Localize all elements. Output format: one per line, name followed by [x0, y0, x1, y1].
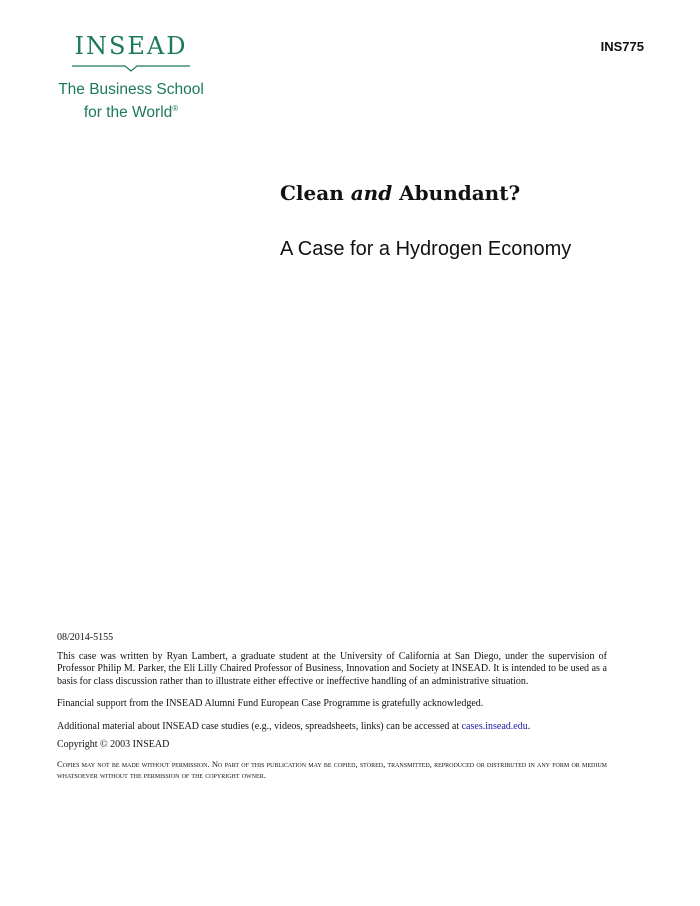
logo-chevron-line: [72, 64, 190, 72]
logo-wordmark: INSEAD: [74, 32, 188, 60]
case-subtitle: A Case for a Hydrogen Economy: [280, 238, 572, 260]
copies-notice: Copies may not be made without permission. No part of this publication may be copied, stored, transmitted, reproduced or distributed in any form or medium whatsoever without the permission of the copyright owner.: [57, 758, 607, 780]
copyright-line: Copyright © 2003 INSEAD: [57, 739, 170, 750]
authorship-note: This case was written by Ryan Lambert, a graduate student at the University of California at San Diego, under the supervision of Professor Philip M. Parker, the Eli Lilly Chaired Professor of Business, Innovation and Society at INSEAD. It is intended to be used as a basis for class discussion rather than to illustrate either effective or ineffective handling of an administrative situation.: [57, 650, 607, 687]
title-emphasis: and: [350, 181, 393, 205]
financial-support-note: Financial support from the INSEAD Alumni Fund European Case Programme is gratefully acknowledged.: [57, 698, 484, 709]
reference-number: 08/2014-5155: [57, 632, 114, 643]
logo-tagline: [56, 80, 206, 122]
additional-material-note: Additional material about INSEAD case studies (e.g., videos, spreadsheets, links) can be accessed at cases.insead.edu.: [57, 720, 531, 732]
registered-mark: ®: [172, 104, 179, 113]
logo-tagline-line2: for the World®: [83, 104, 179, 122]
case-title: Clean and Abundant?: [280, 181, 521, 205]
logo-tagline-line1: The Business School: [58, 81, 204, 98]
case-code: INS775: [600, 39, 644, 54]
cases-link[interactable]: cases.insead.edu: [461, 720, 528, 732]
case-footer: [57, 632, 607, 781]
